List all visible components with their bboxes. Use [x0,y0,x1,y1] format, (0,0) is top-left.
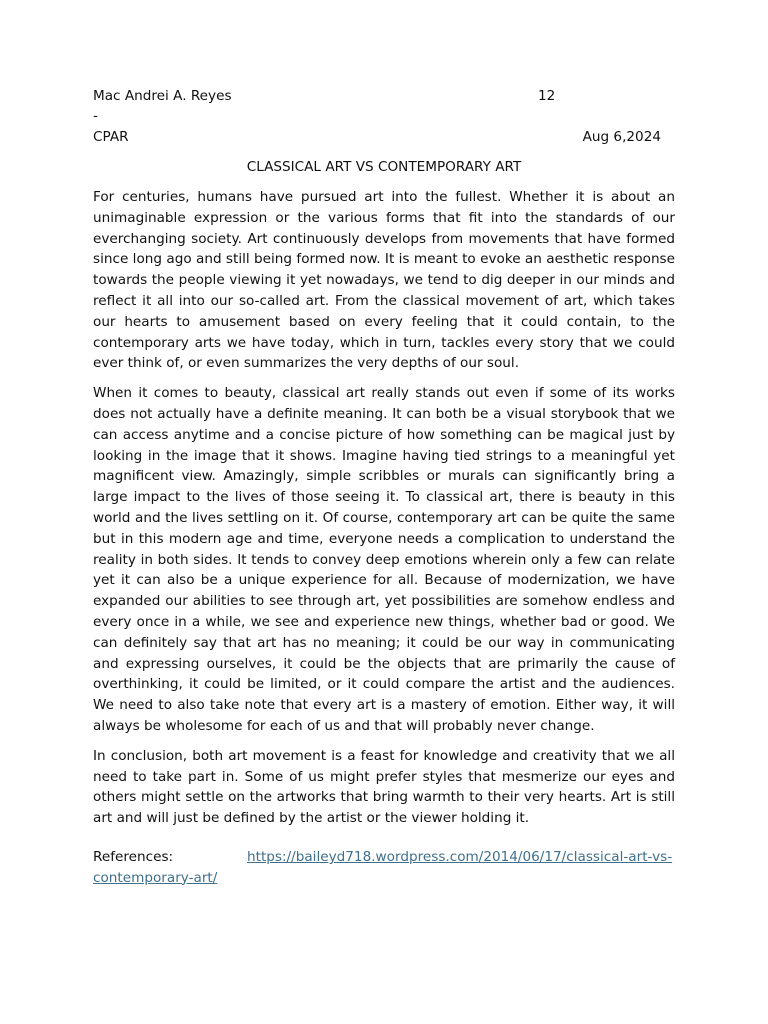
paragraph-body: When it comes to beauty, classical art really stands out even if some of its works does not actually have a definite meaning. It can both be a visual storybook that we can access anytime and a concise picture of how something can be magical just by looking in the image that it shows. Imagine having tied strings to a meaningful yet magnificent view. Amazingly, simple scribbles or murals can significantly bring a large impact to the lives of those seeing it. To classical art, there is beauty in this world and the lives settling on it. Of course, contemporary art can be quite the same but in this modern age and time, everyone needs a complication to understand the reality in both sides. It tends to convey deep emotions wherein only a few can relate yet it can also be a unique experience for all. Because of modernization, we have expanded our abilities to see through art, yet possibilities are somehow endless and every once in a while, we see and experience new things, whether bad or good. We can definitely say that art has no meaning; it could be our way in communicating and expressing ourselves, it could be the objects that are primarily the cause of overthinking, it could be limited, or it could compare the artist and the audiences. We need to also take note that every art is a mastery of emotion. Either way, it will always be wholesome for each of us and that will probably never change. [93,385,675,734]
essay-title: CLASSICAL ART VS CONTEMPORARY ART [246,159,522,175]
subject-name: CPAR [93,129,129,145]
references-label: References: [93,849,174,865]
paragraph-intro: For centuries, humans have pursued art into the fullest. Whether it is about an unimaginable expression or the various forms that fit into the standards of our everchanging society. Art continuously develops from movements that have formed since long ago and still being formed now. It is meant to evoke an aesthetic response towards the people viewing it yet nowadays, we tend to dig deeper in our minds and reflect it all into our so-called art. From the classical movement of art, which takes our hearts to amusement based on every feeling that it could contain, to the contemporary arts we have today, which in turn, tackles every story that we could ever think of, or even summarizes the very depths of our soul. [93,189,675,372]
author-name: Mac Andrei A. Reyes [93,88,232,104]
header-subject-line [93,127,675,148]
references-section [93,847,675,889]
header-dash: - [93,108,98,124]
document-date: Aug 6,2024 [582,129,661,145]
grade-level: 12 [538,88,556,104]
essay-body [93,187,675,838]
header-dash-line [93,106,675,127]
document-page [93,0,675,1024]
reference-link[interactable]: https://baileyd718.wordpress.com/2014/06/17/classical-art-vs-contemporary-art/ [93,849,673,886]
paragraph-conclusion: In conclusion, both art movement is a feast for knowledge and creativity that we all need to take part in. Some of us might prefer styles that mesmerize our eyes and others might settle on the artworks that bring warmth to their very hearts. Art is still art and will just be defined by the artist or the viewer holding it. [93,747,675,827]
header-author-line [93,86,675,107]
